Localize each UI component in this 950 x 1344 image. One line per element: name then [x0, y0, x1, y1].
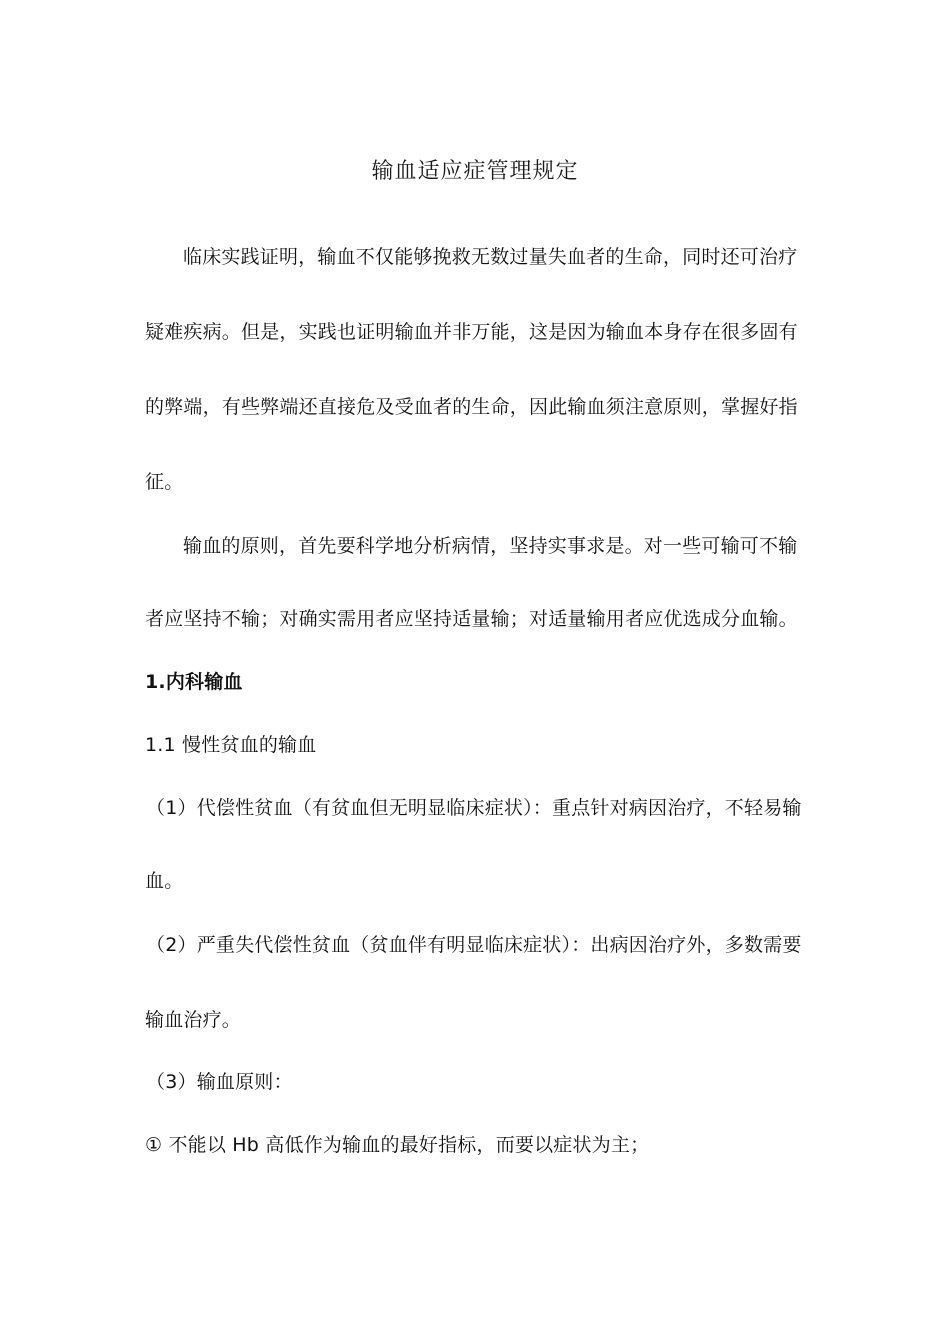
- item-2-line-1: （2）严重失代偿性贫血（贫血伴有明显临床症状）：出病因治疗外，多数需要: [146, 934, 802, 956]
- item-2-line-2: 输血治疗。: [145, 1009, 242, 1031]
- item-3-line: （3）输血原则：: [146, 1071, 293, 1093]
- intro-line-4: 征。: [145, 471, 184, 493]
- principle-line-1: 输血的原则，首先要科学地分析病情，坚持实事求是。对一些可输可不输: [183, 535, 798, 557]
- subsection-heading: 1.1 慢性贫血的输血: [145, 734, 317, 756]
- intro-line-3: 的弊端，有些弊端还直接危及受血者的生命，因此输血须注意原则，掌握好指: [145, 396, 798, 418]
- intro-line-1: 临床实践证明，输血不仅能够挽救无数过量失血者的生命，同时还可治疗: [183, 246, 798, 268]
- item-1-line-1: （1）代偿性贫血（有贫血但无明显临床症状）：重点针对病因治疗，不轻易输: [146, 797, 802, 819]
- principle-line-2: 者应坚持不输；对确实需用者应坚持适量输；对适量输用者应优选成分血输。: [145, 608, 798, 630]
- item-1-line-2: 血。: [145, 870, 184, 892]
- document-title: 输血适应症管理规定: [371, 159, 579, 184]
- section-heading: 1.内科输血: [145, 671, 243, 693]
- rule-1-line: ① 不能以 Hb 高低作为输血的最好指标，而要以症状为主；: [145, 1134, 650, 1156]
- intro-line-2: 疑难疾病。但是，实践也证明输血并非万能，这是因为输血本身存在很多固有: [145, 321, 798, 343]
